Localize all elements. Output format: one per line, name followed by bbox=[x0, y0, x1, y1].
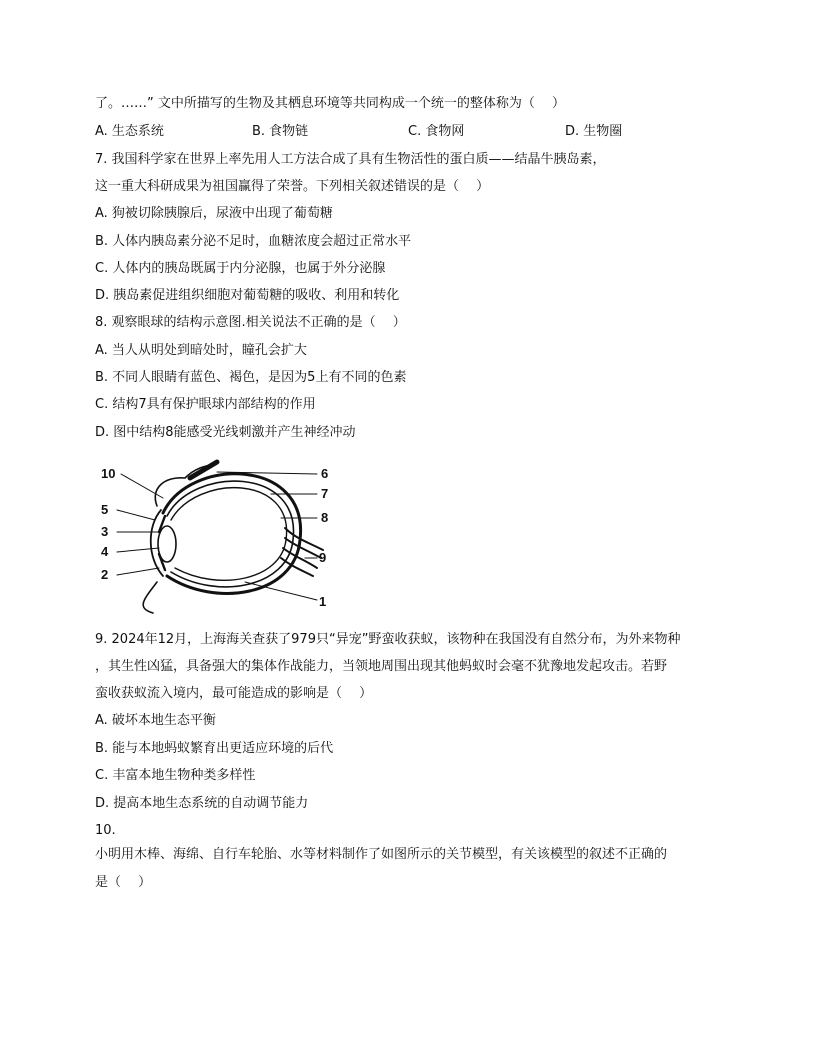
label-8: 8 bbox=[321, 510, 329, 525]
label-6: 6 bbox=[321, 466, 329, 481]
q6-option-b: B. 食物链 bbox=[252, 124, 309, 139]
q7-option-a: A. 狗被切除胰腺后，尿液中出现了葡萄糖 bbox=[95, 206, 333, 221]
label-3: 3 bbox=[101, 524, 109, 539]
q8-stem: 8. 观察眼球的结构示意图.相关说法不正确的是（ ） bbox=[95, 315, 406, 330]
q8-option-a: A. 当人从明处到暗处时，瞳孔会扩大 bbox=[95, 343, 307, 358]
q9-option-a: A. 破坏本地生态平衡 bbox=[95, 713, 216, 728]
label-9: 9 bbox=[319, 550, 327, 565]
q7-stem-line1: 7. 我国科学家在世界上率先用人工方法合成了具有生物活性的蛋白质——结晶牛胰岛素， bbox=[95, 152, 606, 167]
q9-option-b: B. 能与本地蚂蚁繁育出更适应环境的后代 bbox=[95, 741, 334, 756]
q10-stem-line1: 小明用木棒、海绵、自行车轮胎、水等材料制作了如图所示的关节模型，有关该模型的叙述不正确的 bbox=[95, 847, 668, 862]
eye-optic-nerve bbox=[285, 528, 323, 550]
eye-retina-outline bbox=[171, 488, 287, 581]
q9-stem-line1: 9. 2024年12月，上海海关查获了979只“异宠”野蛮收获蚁，该物种在我国没有自然分布，为外来物种 bbox=[95, 632, 681, 647]
q9-stem-line3: 蛮收获蚁流入境内，最可能造成的影响是（ ） bbox=[95, 686, 373, 701]
q6-stem: 了。……” 文中所描写的生物及其栖息环境等共同构成一个统一的整体称为（ ） bbox=[95, 96, 565, 111]
q7-option-b: B. 人体内胰岛素分泌不足时，血糖浓度会超过正常水平 bbox=[95, 234, 412, 249]
eyeball-diagram bbox=[95, 458, 340, 618]
q7-stem-line2: 这一重大科研成果为祖国赢得了荣誉。下列相关叙述错误的是（ ） bbox=[95, 179, 490, 194]
q8-option-c: C. 结构7具有保护眼球内部结构的作用 bbox=[95, 397, 316, 412]
q8-option-b: B. 不同人眼睛有蓝色、褐色，是因为5上有不同的色素 bbox=[95, 370, 407, 385]
eye-lower-lid bbox=[143, 582, 157, 613]
label-4: 4 bbox=[101, 544, 109, 559]
eye-lens bbox=[158, 526, 176, 562]
label-5: 5 bbox=[101, 502, 109, 517]
q10-number: 10. bbox=[95, 823, 116, 838]
label-7: 7 bbox=[321, 486, 329, 501]
label-1: 1 bbox=[319, 594, 327, 609]
q7-option-c: C. 人体内的胰岛既属于内分泌腺，也属于外分泌腺 bbox=[95, 261, 386, 276]
q6-option-d: D. 生物圈 bbox=[565, 124, 623, 139]
label-2: 2 bbox=[101, 567, 109, 582]
eye-cornea bbox=[151, 510, 163, 576]
label-10: 10 bbox=[101, 466, 116, 481]
eye-sclera-outline bbox=[163, 474, 301, 594]
q7-option-d: D. 胰岛素促进组织细胞对葡萄糖的吸收、利用和转化 bbox=[95, 288, 400, 303]
q9-option-d: D. 提高本地生态系统的自动调节能力 bbox=[95, 796, 309, 811]
eye-choroid-outline bbox=[167, 481, 294, 587]
q6-option-c: C. 食物网 bbox=[408, 124, 465, 139]
q9-option-c: C. 丰富本地生物种类多样性 bbox=[95, 768, 256, 783]
q8-option-d: D. 图中结构8能感受光线刺激并产生神经冲动 bbox=[95, 425, 356, 440]
q6-option-a: A. 生态系统 bbox=[95, 124, 164, 139]
q9-stem-line2: ，其生性凶猛，具备强大的集体作战能力，当领地周围出现其他蚂蚁时会毫不犹豫地发起攻击。若野 bbox=[95, 659, 668, 674]
q10-stem-line2: 是（ ） bbox=[95, 875, 152, 890]
